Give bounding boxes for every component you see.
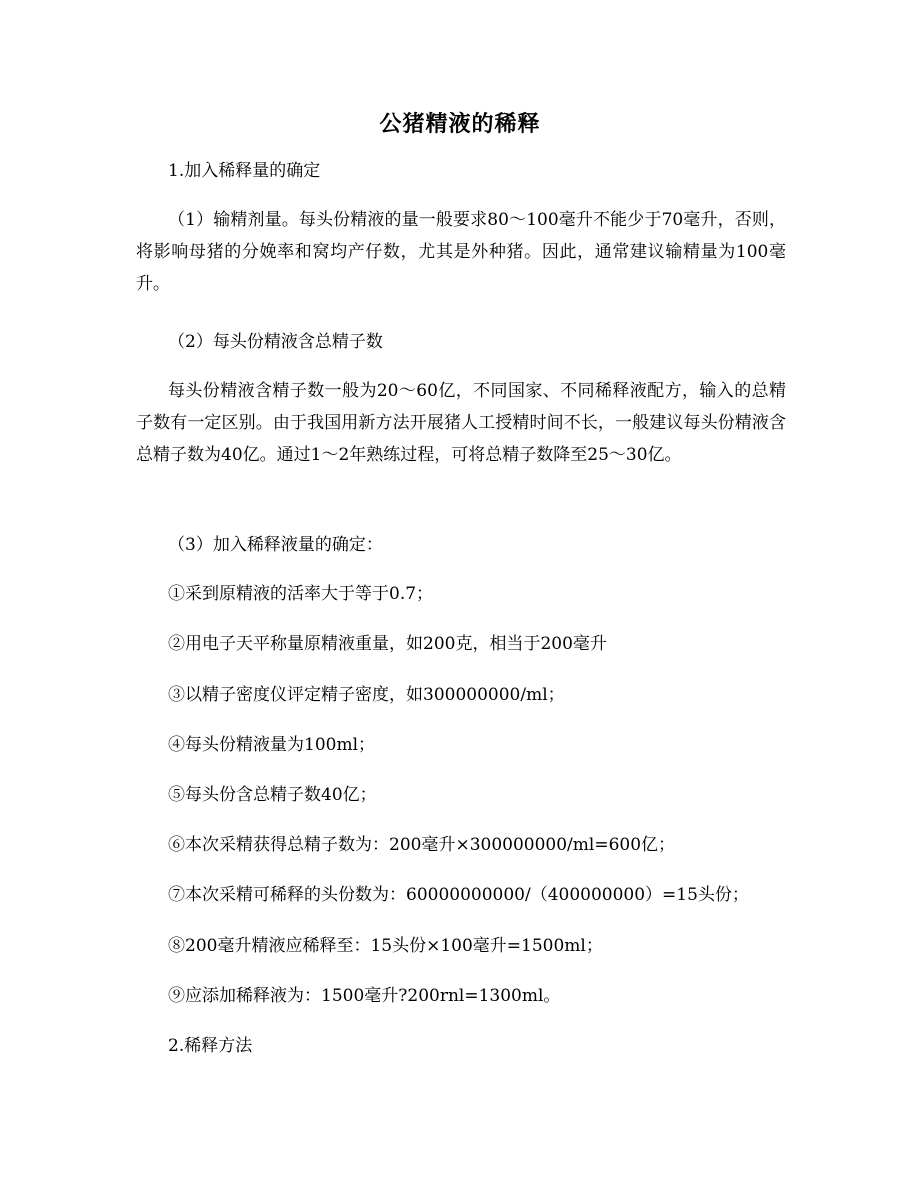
- step-item: ⑦本次采精可稀释的头份数为：60000000000/（400000000）=15头份；: [168, 885, 749, 905]
- step-item: ①采到原精液的活率大于等于0.7；: [168, 584, 434, 604]
- step-item: ⑧200毫升精液应稀释至：15头份×100毫升=1500ml；: [168, 936, 603, 956]
- subsection-2-heading: （2）每头份精液含总精子数: [168, 332, 383, 352]
- paragraph-sperm-count: 每头份精液含精子数一般为20～60亿，不同国家、不同稀释液配方，输入的总精子数有一定区别。由于我国用新方法开展猪人工授精时间不长，一般建议每头份精液含总精子数为40亿。通过1～2年熟练过程，可将总精子数降至25～30亿。: [136, 381, 786, 465]
- document-title: 公猪精液的稀释: [379, 112, 541, 137]
- step-item: ②用电子天平称量原精液重量，如200克，相当于200毫升: [168, 634, 607, 654]
- step-item: ⑨应添加稀释液为：1500毫升?200rnl=1300ml。: [168, 986, 561, 1006]
- step-item: ④每头份精液量为100ml；: [168, 735, 376, 755]
- section-1-heading: 1.加入稀释量的确定: [168, 161, 321, 181]
- step-item: ⑤每头份含总精子数40亿；: [168, 785, 377, 805]
- step-item: ⑥本次采精获得总精子数为：200毫升×300000000/ml=600亿；: [168, 835, 676, 855]
- step-item: ③以精子密度仪评定精子密度，如300000000/ml；: [168, 685, 565, 705]
- section-2-heading: 2.稀释方法: [168, 1036, 253, 1056]
- subsection-3-heading: （3）加入稀释液量的确定：: [168, 535, 383, 555]
- paragraph-dosage: （1）输精剂量。每头份精液的量一般要求80～100毫升不能少于70毫升，否则，将影响母猪的分娩率和窝均产仔数，尤其是外种猪。因此，通常建议输精量为100毫升。: [136, 210, 786, 294]
